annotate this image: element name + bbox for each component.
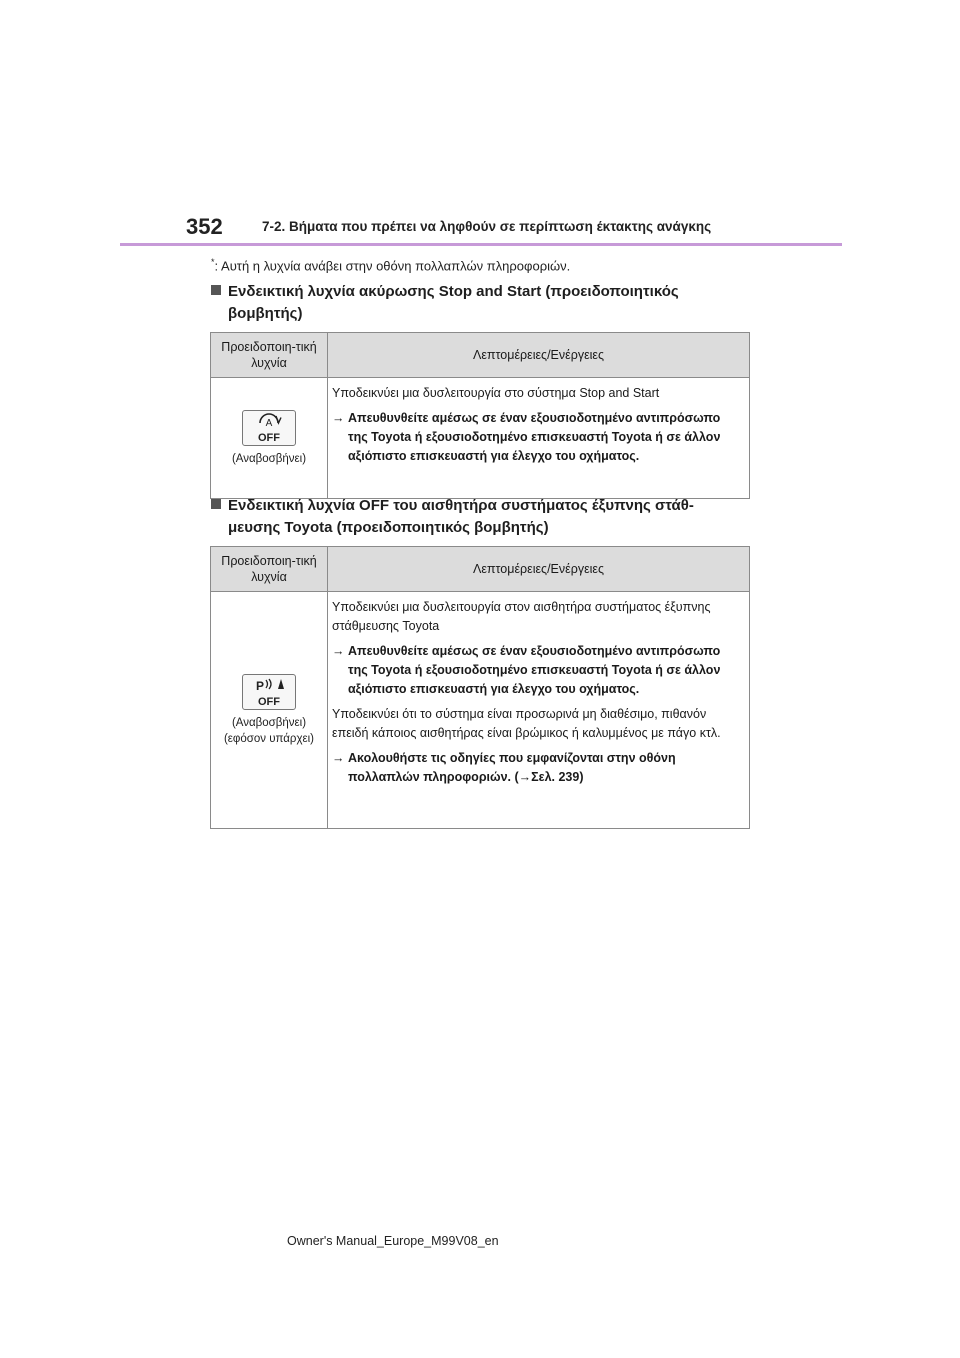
section1-title [211, 281, 679, 325]
lamp-cell [211, 592, 328, 829]
footnote-mark: * [211, 257, 215, 267]
lamp-caption: (Αναβοσβήνει) [231, 452, 307, 465]
details-cell [328, 592, 750, 829]
table-header-row [211, 333, 750, 378]
footnote [211, 257, 570, 273]
lamp-caption-if-equipped: (εφόσον υπάρχει) [223, 732, 315, 745]
chapter-title: 7-2. Βήματα που πρέπει να ληφθούν σε περίπτωση έκτακτης ανάγκης [262, 219, 712, 234]
arrow-right-icon: → [332, 644, 345, 658]
action-text-1 [332, 642, 741, 699]
footer-doc-id: Owner's Manual_Europe_M99V08_en [287, 1234, 499, 1248]
header-warning-lamp: Προειδοποιη-τική λυχνία [211, 547, 328, 592]
lamp-letter-a: A [265, 417, 273, 429]
section2-title [211, 495, 694, 539]
detail-text-1: Υποδεικνύει μια δυσλειτουργία στον αισθητήρα συστήματος έξυπνης στάθμευσης Toyota [332, 600, 711, 633]
page-number: 352 [186, 214, 223, 239]
section2-table [210, 546, 750, 829]
details-cell [328, 378, 750, 499]
action-body-2: Ακολουθήστε τις οδηγίες που εμφανίζονται στην οθόνη πολλαπλών πληροφοριών. (→Σελ. 239) [348, 751, 676, 784]
header-details-actions: Λεπτομέρειες/Ενέργειες [328, 333, 750, 378]
section1-table [210, 332, 750, 499]
detail-text: Υποδεικνύει μια δυσλειτουργία στο σύστημα Stop and Start [332, 386, 660, 400]
table-header-row [211, 547, 750, 592]
stop-start-off-icon [242, 410, 296, 446]
section2-title-line2: μευσης Toyota (προειδοποιητικός βομβητής) [228, 519, 549, 536]
action-text [332, 409, 741, 466]
lamp-off-text: OFF [258, 431, 280, 444]
footnote-text: : Αυτή η λυχνία ανάβει στην οθόνη πολλαπλών πληροφοριών. [214, 258, 571, 274]
lamp-cell [211, 378, 328, 499]
header-details-actions: Λεπτομέρειες/Ενέργειες [328, 547, 750, 592]
parking-sensor-off-icon [242, 674, 296, 710]
lamp-caption-flashing: (Αναβοσβήνει) [231, 716, 307, 729]
header-divider [120, 243, 842, 246]
table-row [211, 592, 750, 829]
square-bullet-icon [211, 285, 221, 295]
page-header [0, 0, 960, 250]
section1-title-line1: Ενδεικτική λυχνία ακύρωσης Stop and Start (προειδοποιητικός [228, 283, 679, 300]
square-bullet-icon [211, 499, 221, 509]
action-body: Απευθυνθείτε αμέσως σε έναν εξουσιοδοτημένο αντιπρόσωπο της Toyota ή εξουσιοδοτημένο επισκευαστή Toyota ή σε άλλον αξιόπιστο επισκευαστή για έλεγχο του οχήματος. [348, 411, 721, 463]
lamp-letter-p: P [256, 678, 265, 693]
table-row [211, 378, 750, 499]
lamp-off-text: OFF [258, 695, 280, 708]
header-warning-lamp: Προειδοποιη-τική λυχνία [211, 333, 328, 378]
detail-text-2: Υποδεικνύει ότι το σύστημα είναι προσωρινά μη διαθέσιμο, πιθανόν επειδή κάποιος αισθητήρας είναι βρώμικος ή καλυμμένος με πάγο κτλ. [332, 707, 721, 740]
arrow-right-icon: → [332, 751, 345, 765]
action-body-1: Απευθυνθείτε αμέσως σε έναν εξουσιοδοτημένο αντιπρόσωπο της Toyota ή εξουσιοδοτημένο επισκευαστή Toyota ή σε άλλον αξιόπιστο επισκευαστή για έλεγχο του οχήματος. [348, 644, 721, 696]
section1-title-line2: βομβητής) [228, 305, 303, 322]
section2-title-line1: Ενδεικτική λυχνία OFF του αισθητήρα συστήματος έξυπνης στάθ- [228, 497, 694, 514]
action-text-2 [332, 749, 741, 787]
arrow-right-icon: → [332, 411, 345, 425]
